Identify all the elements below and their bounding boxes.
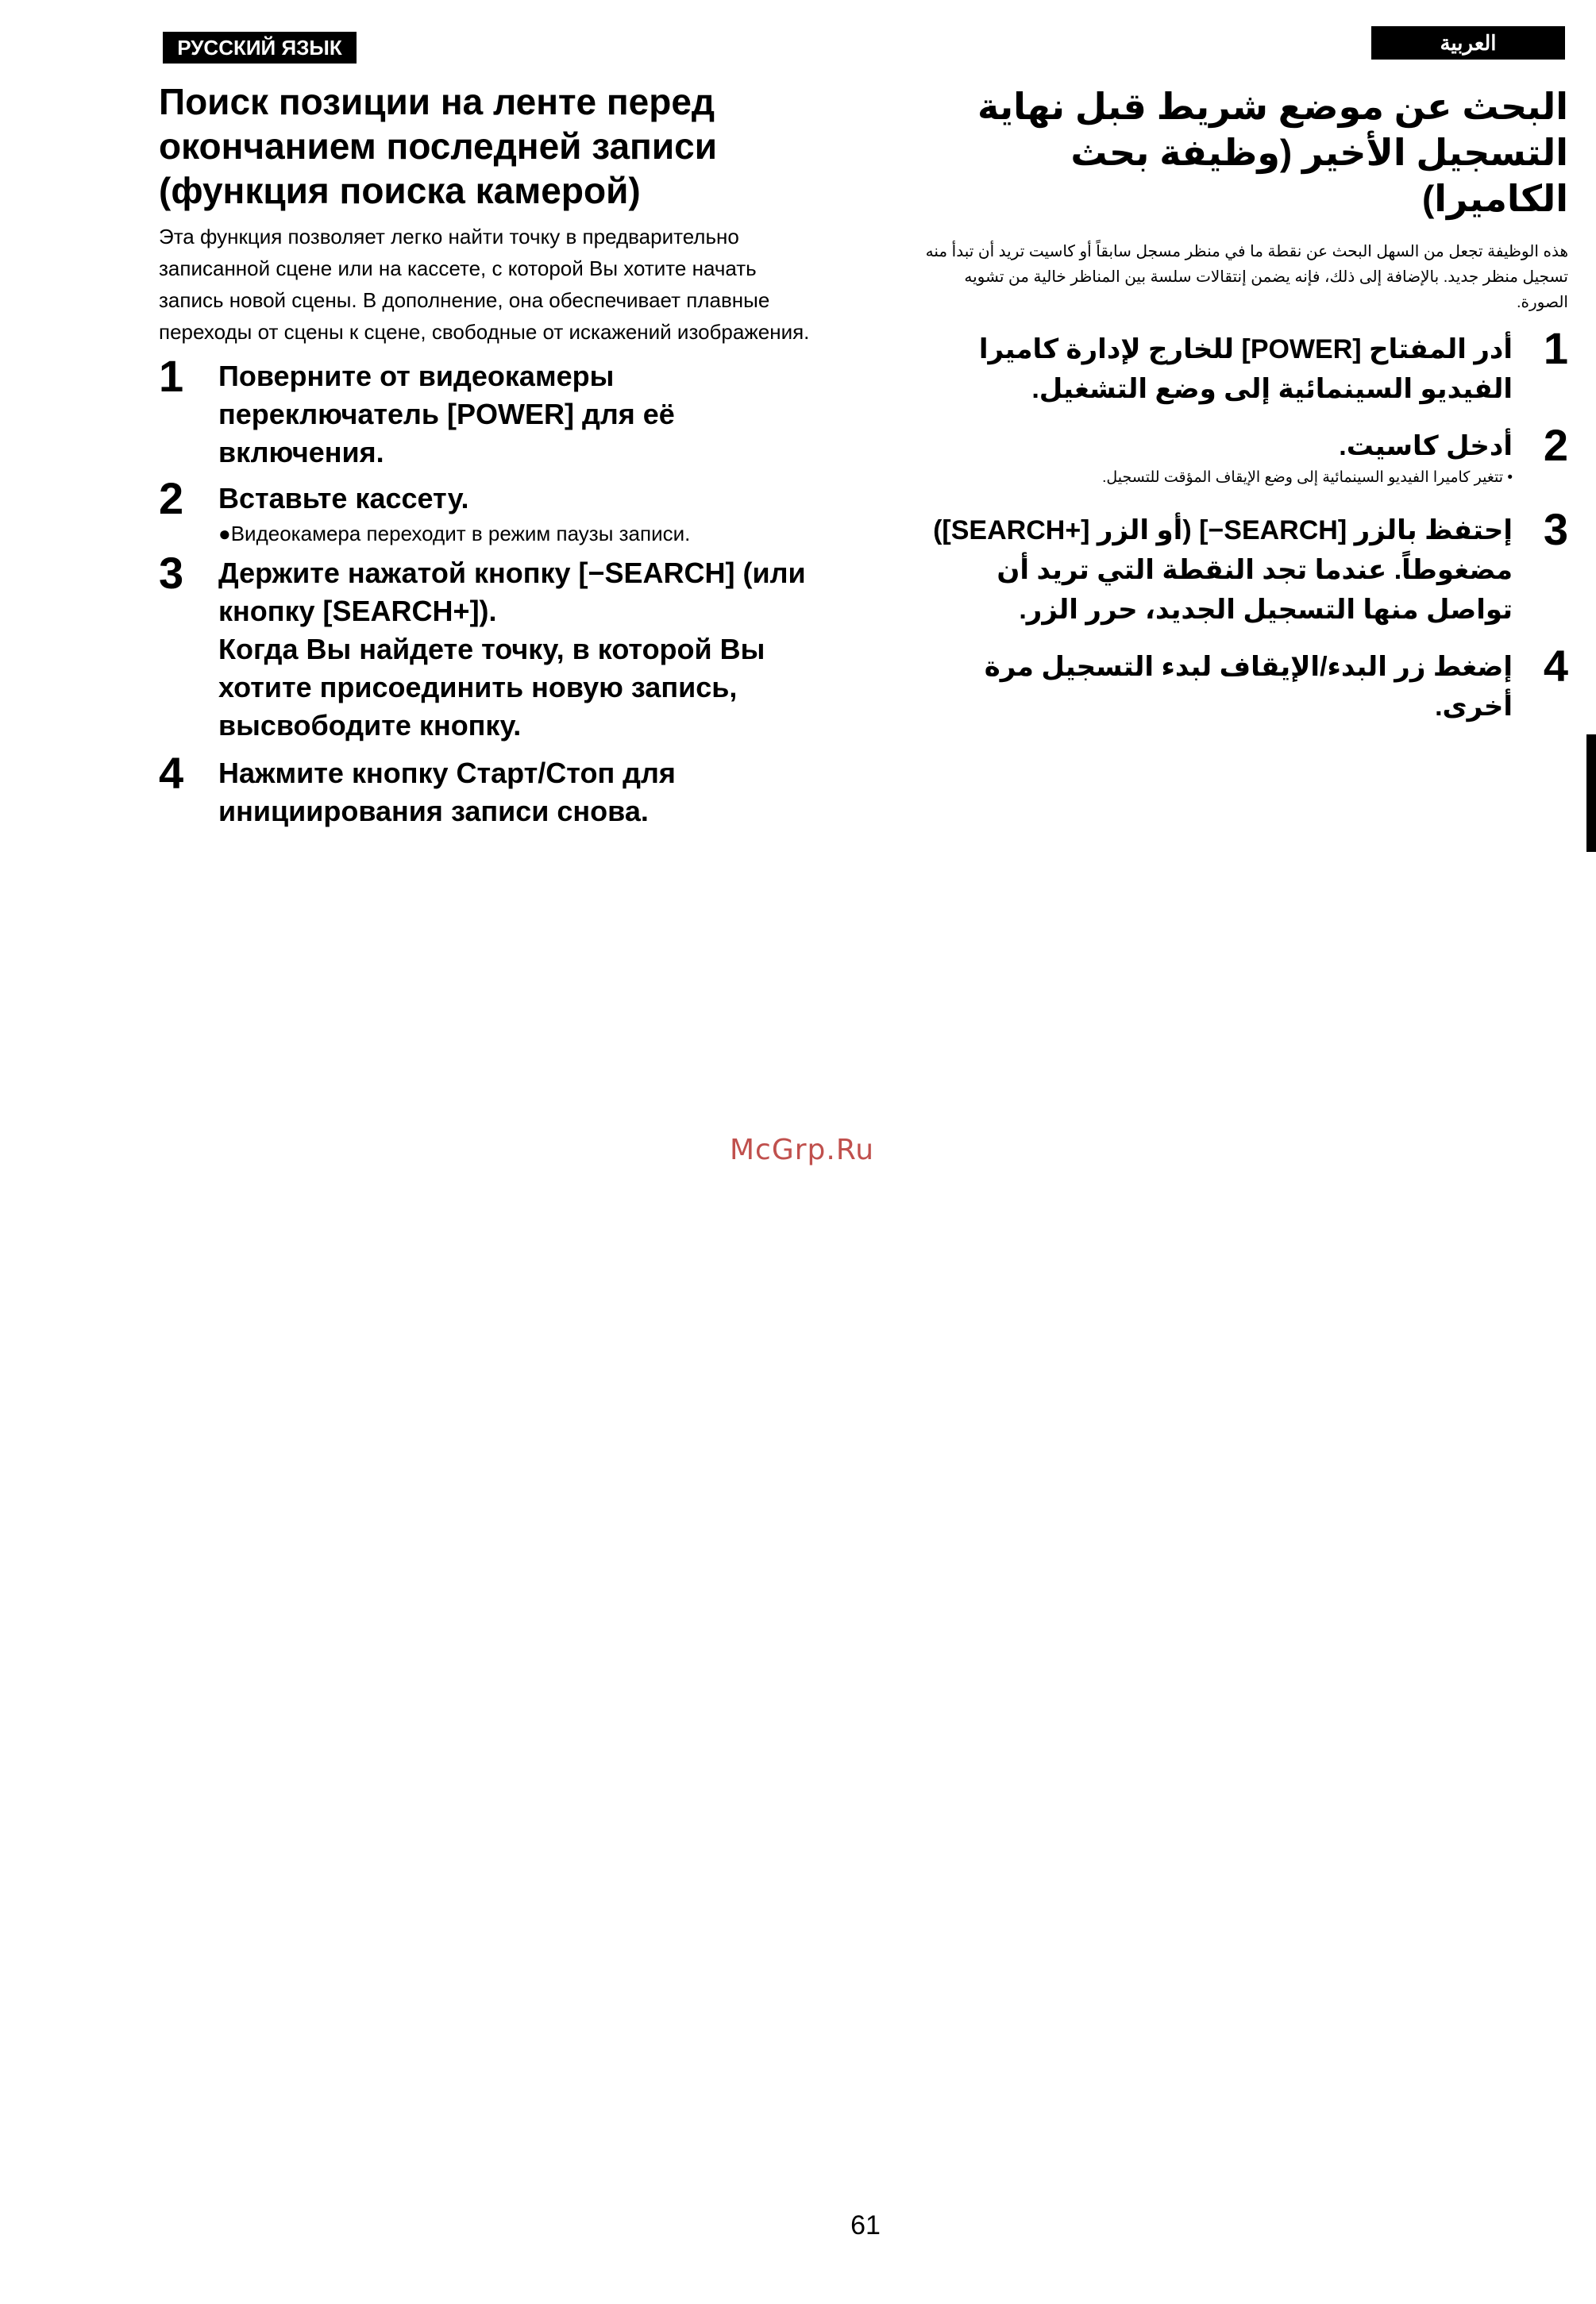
step-number: 2 xyxy=(159,473,184,523)
language-badge-russian: РУССКИЙ ЯЗЫК xyxy=(163,32,357,64)
page-number: 61 xyxy=(850,2210,881,2240)
step-instruction: أدخل كاسيت. xyxy=(1339,431,1513,461)
step-instruction: Держите нажатой кнопку [−SEARCH] (или кнопку [SEARCH+]). xyxy=(218,557,806,627)
step-3-arabic xyxy=(921,504,1568,630)
intro-paragraph-arabic: هذه الوظيفة تجعل من السهل البحث عن نقطة ما في منظر مسجل سابقاً أو كاسيت تريد أن تبدأ منه تسجيل منظر جديد. بالإضافة إلى ذلك، فإنه يضمن إنتقالات سلسة بين المناظر خالية من تشويه الصورة. xyxy=(925,243,1568,311)
step-instruction: Поверните от видеокамеры переключатель [POWER] для её включения. xyxy=(218,360,675,468)
page-title-russian: Поиск позиции на ленте перед окончанием последней записи (функция поиска камерой) xyxy=(159,81,717,211)
arabic-section xyxy=(921,83,1568,726)
step-4-arabic xyxy=(921,641,1568,726)
step-number: 3 xyxy=(159,548,184,598)
step-instruction: Вставьте кассету. xyxy=(218,482,469,514)
step-instruction-continued: Когда Вы найдете точку, в которой Вы хотите присоединить новую запись, высвободите кнопку. xyxy=(218,633,765,742)
step-number: 4 xyxy=(159,748,184,798)
step-1-russian xyxy=(159,351,810,472)
russian-section xyxy=(159,79,810,830)
language-badge-arabic: العربية xyxy=(1371,26,1565,60)
step-number: 2 xyxy=(1543,420,1568,470)
page-title-arabic: البحث عن موضع شريط قبل نهاية التسجيل الأخير (وظيفة بحث الكاميرا) xyxy=(977,86,1568,219)
step-3-russian xyxy=(159,548,810,745)
step-instruction: Нажмите кнопку Старт/Стоп для инициирования записи снова. xyxy=(218,757,676,827)
step-2-arabic xyxy=(921,420,1568,490)
step-note: ●Видеокамера переходит в режим паузы записи. xyxy=(218,522,691,545)
step-instruction: إحتفظ بالزر [SEARCH−] (أو الزر [+SEARCH]) مضغوطاً. عندما تجد النقطة التي تريد أن تواصل منها التسجيل الجديد، حرر الزر. xyxy=(933,515,1513,625)
step-number: 1 xyxy=(159,351,184,401)
step-instruction: إضغط زر البدء/الإيقاف لبدء التسجيل مرة أخرى. xyxy=(984,652,1513,722)
intro-paragraph-russian: Эта функция позволяет легко найти точку в предварительно записанной сцене или на кассете, с которой Вы хотите начать запись новой сцены. В дополнение, она обеспечивает плавные переходы от сцены к сцене, свободные от искажений изображения. xyxy=(159,225,810,344)
watermark: McGrp.Ru xyxy=(729,1134,875,1166)
step-1-arabic xyxy=(921,323,1568,409)
step-number: 1 xyxy=(1543,323,1568,373)
step-2-russian xyxy=(159,473,810,549)
step-instruction: أدر المفتاح [POWER] للخارج لإدارة كاميرا الفيديو السينمائية إلى وضع التشغيل. xyxy=(978,334,1513,404)
step-number: 4 xyxy=(1543,641,1568,691)
step-number: 3 xyxy=(1543,504,1568,554)
step-4-russian xyxy=(159,748,810,830)
section-edge-tab xyxy=(1586,734,1596,852)
step-note: • تتغير كاميرا الفيديو السينمائية إلى وضع الإيقاف المؤقت للتسجيل. xyxy=(1102,469,1513,486)
